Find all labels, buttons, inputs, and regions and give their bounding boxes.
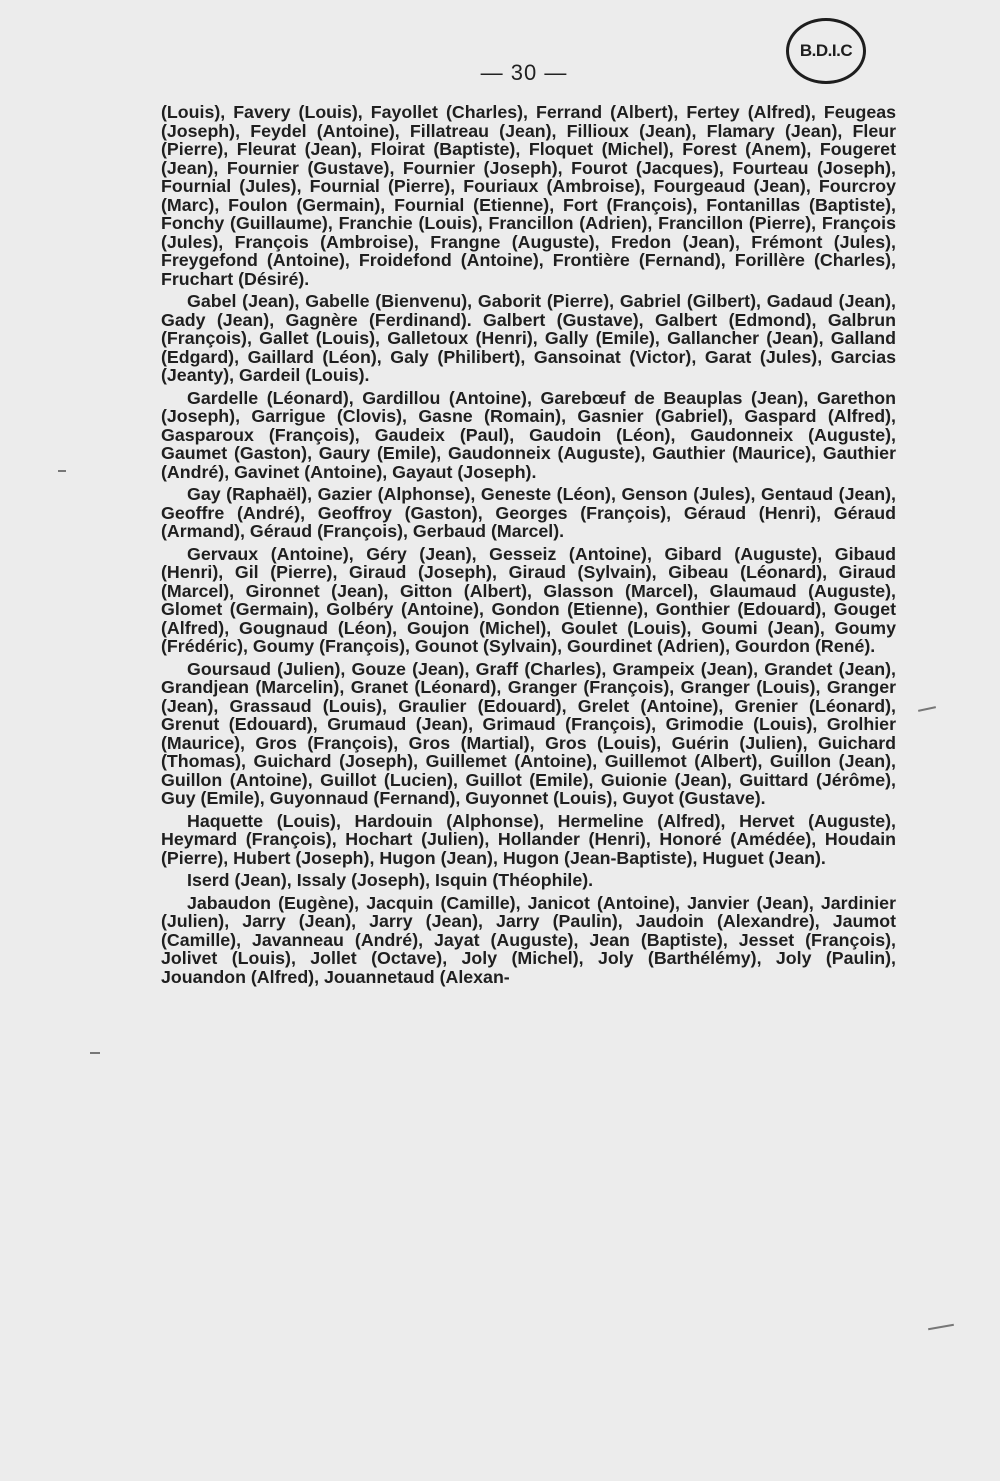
library-stamp: B.D.I.C <box>786 18 866 84</box>
paragraph-ger-names: Gervaux (Antoine), Géry (Jean), Gesseiz (Antoine), Gibard (Auguste), Gibaud (Henri), Gil (Pierre), Giraud (Joseph), Giraud (Sylvain), Gibeau (Léonard), Giraud (Marcel), Gironnet (Jean), Gitton (Albert), Glasson (Marcel), Glaumaud (Auguste), Glomet (Germain), Golbéry (Antoine), Gondon (Etienne), Gonthier (Edouard), Gouget (Alfred), Gougnaud (Léon), Goujon (Michel), Goulet (Louis), Goumi (Jean), Goumy (Frédéric), Goumy (François), Gounot (Sylvain), Gourdinet (Adrien), Gourdon (René). <box>161 543 896 656</box>
margin-mark <box>90 1052 100 1054</box>
name-list-body <box>161 103 896 990</box>
paragraph-gar-names: Gardelle (Léonard), Gardillou (Antoine), Garebœuf de Beauplas (Jean), Garethon (Joseph), Garrigue (Clovis), Gasne (Romain), Gasnier (Gabriel), Gaspard (Alfred), Gasparoux (François), Gaudeix (Paul), Gaudoin (Léon), Gaudonneix (Auguste), Gaumet (Gaston), Gaury (Emile), Gaudonneix (Auguste), Gauthier (Maurice), Gauthier (André), Gavinet (Antoine), Gayaut (Joseph). <box>161 387 896 482</box>
margin-mark <box>918 706 936 712</box>
paragraph-gou-names: Goursaud (Julien), Gouze (Jean), Graff (Charles), Grampeix (Jean), Grandet (Jean), Grandjean (Marcelin), Granet (Léonard), Granger (François), Granger (Louis), Granger (Jean), Grassaud (Louis), Graulier (Edouard), Grelet (Antoine), Grenier (Léonard), Grenut (Edouard), Grumaud (Jean), Grimaud (François), Grimodie (Louis), Grolhier (Maurice), Gros (François), Gros (Martial), Gros (Louis), Guérin (Julien), Guichard (Thomas), Guichard (Joseph), Guillemet (Antoine), Guillemot (Albert), Guillon (Jean), Guillon (Antoine), Guillot (Lucien), Guillot (Emile), Guionie (Jean), Guittard (Jérôme), Guy (Emile), Guyonnaud (Fernand), Guyonnet (Louis), Guyot (Gustave). <box>161 658 896 808</box>
page-number: — 30 — <box>480 60 568 85</box>
paragraph-h-names: Haquette (Louis), Hardouin (Alphonse), Hermeline (Alfred), Hervet (Auguste), Heymard (François), Hochart (Julien), Hollander (Henri), Honoré (Amédée), Houdain (Pierre), Hubert (Joseph), Hugon (Jean), Hugon (Jean-Baptiste), Huguet (Jean). <box>161 810 896 868</box>
margin-mark <box>58 470 66 472</box>
paragraph-f-names: (Louis), Favery (Louis), Fayollet (Charles), Ferrand (Albert), Fertey (Alfred), Feugeas (Joseph), Feydel (Antoine), Fillatreau (Jean), Fillioux (Jean), Flamary (Jean), Fleur (Pierre), Fleurat (Jean), Floirat (Baptiste), Floquet (Michel), Forest (Anem), Fougeret (Jean), Fournier (Gustave), Fournier (Joseph), Fourot (Jacques), Fourteau (Joseph), Fournial (Jules), Fournial (Pierre), Fouriaux (Ambroise), Fourgeaud (Jean), Fourcroy (Marc), Foulon (Germain), Fournial (Etienne), Fort (François), Fontanillas (Baptiste), Fonchy (Guillaume), Franchie (Louis), Francillon (Adrien), Francillon (Pierre), François (Jules), François (Ambroise), Frangne (Auguste), Fredon (Jean), Frémont (Jules), Freygefond (Antoine), Froidefond (Antoine), Frontière (Fernand), Forillère (Charles), Fruchart (Désiré). <box>161 102 896 289</box>
paragraph-j-names: Jabaudon (Eugène), Jacquin (Camille), Janicot (Antoine), Janvier (Jean), Jardinier (Julien), Jarry (Jean), Jarry (Jean), Jarry (Paulin), Jaudoin (Alexandre), Jaumot (Camille), Javanneau (André), Jayat (Auguste), Jean (Baptiste), Jesset (François), Jolivet (Louis), Jollet (Octave), Joly (Michel), Joly (Barthélémy), Joly (Paulin), Jouandon (Alfred), Jouannetaud (Alexan- <box>161 892 896 987</box>
paragraph-gab-names: Gabel (Jean), Gabelle (Bienvenu), Gaborit (Pierre), Gabriel (Gilbert), Gadaud (Jean), Gady (Jean), Gagnère (Ferdinand). Galbert (Gustave), Galbert (Edmond), Galbrun (François), Gallet (Louis), Galletoux (Henri), Gally (Emile), Gallancher (Jean), Galland (Edgard), Gaillard (Léon), Galy (Philibert), Gansoinat (Victor), Garat (Jules), Garcias (Jeanty), Gardeil (Louis). <box>161 291 896 385</box>
paragraph-i-names: Iserd (Jean), Issaly (Joseph), Isquin (Théophile). <box>187 870 594 890</box>
margin-mark <box>928 1324 954 1330</box>
paragraph-gay-names: Gay (Raphaël), Gazier (Alphonse), Geneste (Léon), Genson (Jules), Gentaud (Jean), Geoffre (André), Geoffroy (Gaston), Georges (François), Géraud (Henri), Géraud (Armand), Géraud (François), Gerbaud (Marcel). <box>161 484 896 541</box>
